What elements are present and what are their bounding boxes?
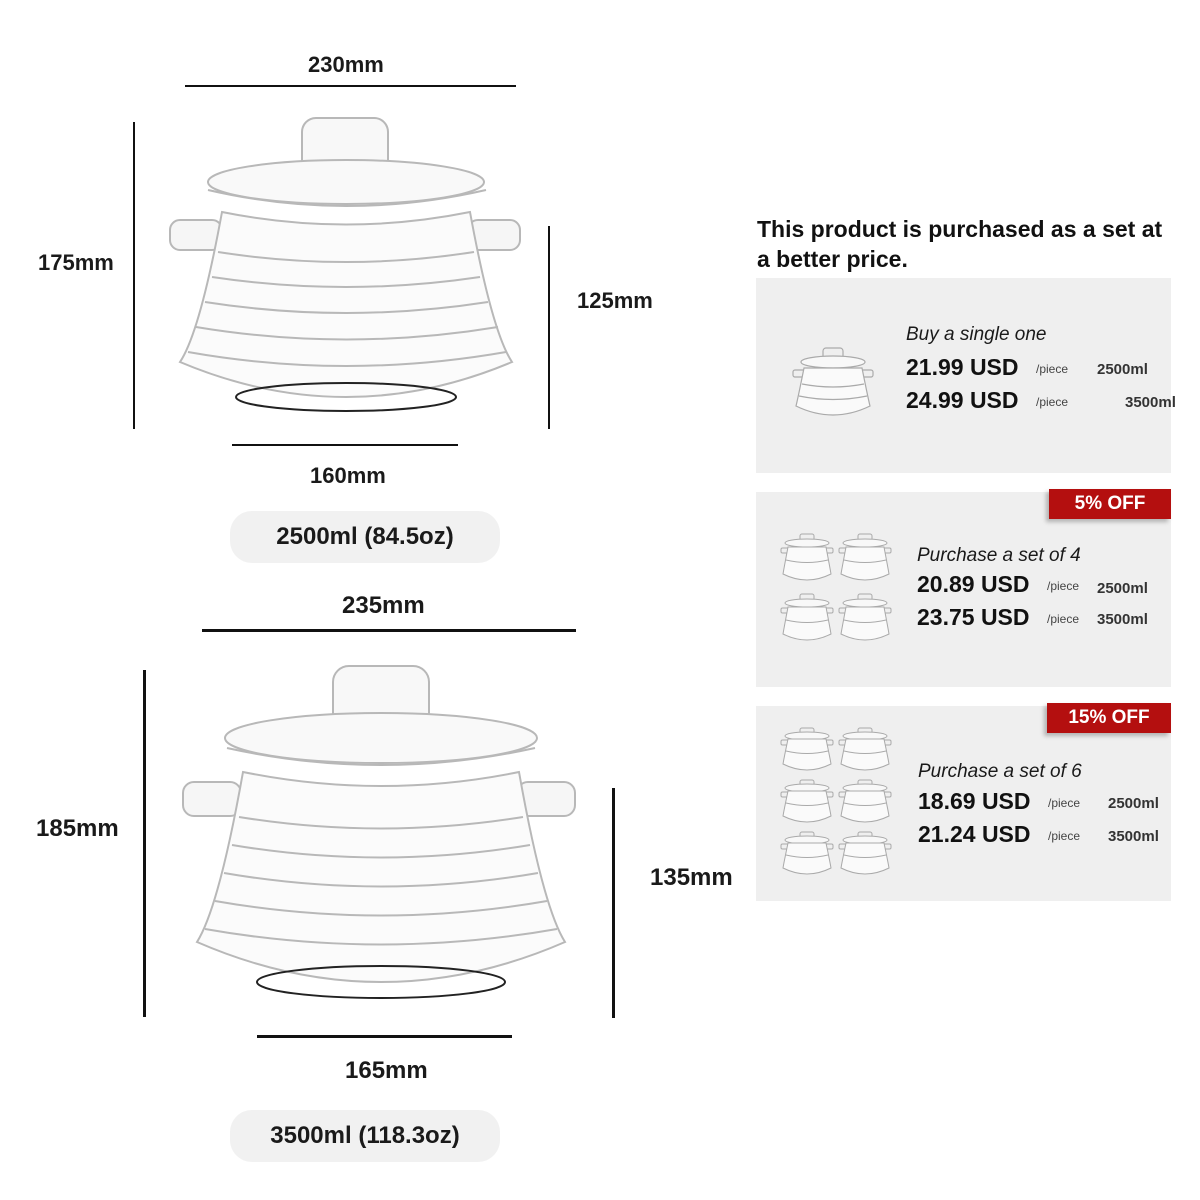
glass-pot-icon	[780, 726, 900, 884]
small-pot-image	[160, 112, 540, 422]
price-unit: /piece	[1036, 395, 1069, 409]
large-pot-capacity-badge: 3500ml (118.3oz)	[230, 1110, 500, 1162]
small-pot-total-height-line	[133, 122, 135, 429]
price-unit: /piece	[1048, 796, 1081, 810]
offer-card-set-of-4	[756, 492, 1171, 687]
volume-label: 3500ml	[1108, 828, 1159, 845]
volume-label: 2500ml	[1097, 361, 1148, 378]
price-3500ml: 24.99 USD	[906, 387, 1019, 413]
discount-badge: 15% OFF	[1047, 703, 1171, 733]
offer-card-single	[756, 278, 1176, 473]
small-pot-body-height: 125mm	[577, 288, 653, 313]
offer-headline: This product is purchased as a set at a better price.	[757, 216, 1163, 272]
offer-card-set-of-6	[756, 706, 1171, 901]
price-unit: /piece	[1047, 579, 1080, 593]
large-pot-total-height-line	[143, 670, 146, 1017]
discount-badge: 5% OFF	[1049, 489, 1171, 519]
glass-pot-icon	[175, 662, 595, 1012]
price-3500ml: 21.24 USD	[918, 821, 1031, 847]
glass-pot-icon	[790, 346, 876, 418]
large-pot-base-width-line	[257, 1035, 512, 1038]
price-unit: /piece	[1047, 612, 1080, 626]
large-pot-total-height: 185mm	[36, 815, 119, 842]
glass-pot-icon	[160, 112, 540, 422]
large-pot-base-width: 165mm	[345, 1057, 428, 1084]
glass-pot-icon	[780, 532, 900, 648]
price-3500ml: 23.75 USD	[917, 604, 1030, 630]
large-pot-body-height: 135mm	[650, 864, 733, 891]
price-2500ml: 21.99 USD	[906, 354, 1019, 380]
offer-card-title: Purchase a set of 4	[917, 545, 1081, 566]
small-pot-top-width: 230mm	[308, 52, 384, 77]
small-pot-body-height-line	[548, 226, 550, 429]
price-unit: /piece	[1048, 829, 1081, 843]
price-2500ml: 18.69 USD	[918, 788, 1031, 814]
small-pot-top-width-line	[185, 85, 516, 87]
small-pot-base-width-line	[232, 444, 458, 446]
small-pot-total-height: 175mm	[38, 250, 114, 275]
large-pot-image	[175, 662, 595, 1012]
volume-label: 2500ml	[1108, 795, 1159, 812]
small-pot-capacity-badge: 2500ml (84.5oz)	[230, 511, 500, 563]
price-2500ml: 20.89 USD	[917, 571, 1030, 597]
offer-card-title: Purchase a set of 6	[918, 761, 1082, 782]
large-pot-body-height-line	[612, 788, 615, 1018]
offer-card-title: Buy a single one	[906, 324, 1047, 345]
small-pot-base-width: 160mm	[310, 463, 386, 488]
price-unit: /piece	[1036, 362, 1069, 376]
large-pot-top-width: 235mm	[342, 592, 425, 619]
volume-label: 3500ml	[1125, 394, 1176, 411]
large-pot-top-width-line	[202, 629, 576, 632]
volume-label: 2500ml	[1097, 580, 1148, 597]
volume-label: 3500ml	[1097, 611, 1148, 628]
